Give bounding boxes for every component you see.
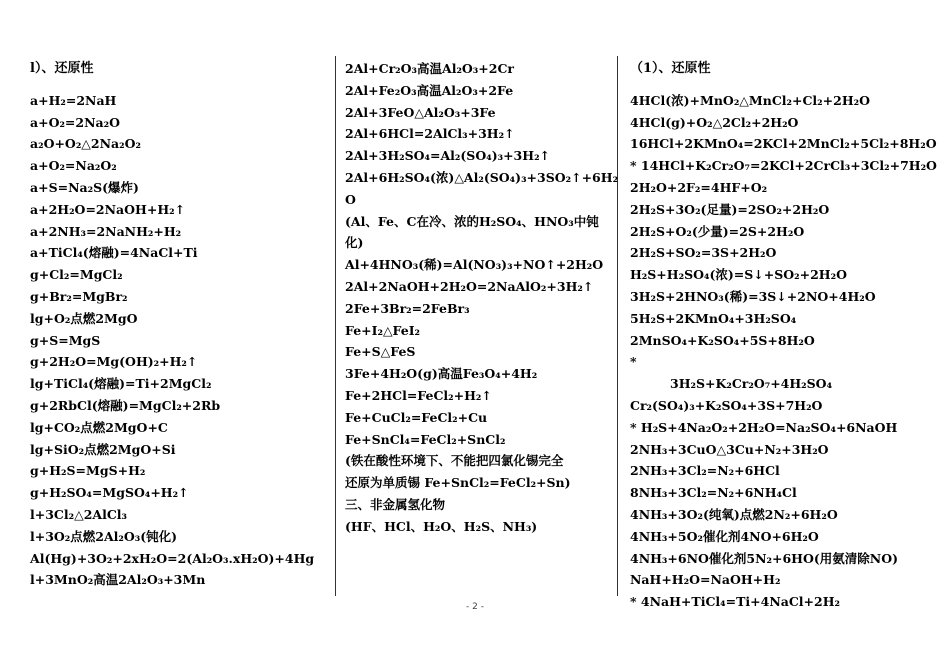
equation-line: 2NH₃+3Cl₂=N₂+6HCl bbox=[630, 463, 780, 479]
equation-line: a+H₂=2NaH bbox=[30, 92, 117, 108]
equation-line: H₂S+H₂SO₄(浓)=S↓+SO₂+2H₂O bbox=[630, 267, 847, 283]
equation-line: 2Al+6H₂SO₄(浓)△Al₂(SO₄)₃+3SO₂↑+6H₂ bbox=[345, 169, 619, 185]
column-divider bbox=[335, 56, 336, 596]
equation-line: 2H₂S+3O₂(足量)=2SO₂+2H₂O bbox=[630, 201, 830, 217]
equation-line: 4HCl(浓)+MnO₂△MnCl₂+Cl₂+2H₂O bbox=[630, 92, 870, 108]
equation-line: g+2H₂O=Mg(OH)₂+H₂↑ bbox=[30, 354, 198, 370]
equation-line: 2H₂S+O₂(少量)=2S+2H₂O bbox=[630, 223, 805, 239]
equation-line: g+Cl₂=MgCl₂ bbox=[30, 267, 123, 283]
section-heading: l）、还原性 bbox=[30, 61, 94, 76]
equation-line: a+S=Na₂S(爆炸) bbox=[30, 179, 139, 195]
page-number: - 2 - bbox=[466, 602, 484, 612]
equation-line: 2Al+3H₂SO₄=Al₂(SO₄)₃+3H₂↑ bbox=[345, 148, 551, 164]
section-heading: （1）、还原性 bbox=[630, 61, 711, 76]
equation-line: Fe+S△FeS bbox=[345, 344, 416, 360]
equation-line: 2Al+Cr₂O₃高温Al₂O₃+2Cr bbox=[345, 61, 514, 76]
equation-line: a+2NH₃=2NaNH₂+H₂ bbox=[30, 223, 182, 239]
equation-line: lg+TiCl₄(熔融)=Ti+2MgCl₂ bbox=[30, 376, 212, 392]
equation-line: 还原为单质锡 Fe+SnCl₂=FeCl₂+Sn) bbox=[345, 475, 571, 491]
equation-line: l+3MnO₂高温2Al₂O₃+3Mn bbox=[30, 572, 206, 588]
equation-line: 4NH₃+6NO催化剂5N₂+6HO(用氨清除NO) bbox=[630, 550, 899, 566]
equation-list bbox=[30, 90, 330, 591]
equation-line: a₂O+O₂△2Na₂O₂ bbox=[30, 136, 141, 152]
equation-line: Fe+2HCl=FeCl₂+H₂↑ bbox=[345, 387, 492, 403]
equation-line: g+2RbCl(熔融)=MgCl₂+2Rb bbox=[30, 397, 221, 413]
equation-line: 3H₂S+2HNO₃(稀)=3S↓+2NO+4H₂O bbox=[630, 288, 876, 304]
equation-line: 化) bbox=[345, 235, 364, 251]
right-column bbox=[630, 58, 940, 613]
equation-line: 16HCl+2KMnO₄=2KCl+2MnCl₂+5Cl₂+8H₂O bbox=[630, 136, 937, 152]
equation-line: Al+4HNO₃(稀)=Al(NO₃)₃+NO↑+2H₂O bbox=[345, 257, 604, 273]
equation-line: lg+O₂点燃2MgO bbox=[30, 310, 138, 326]
equation-line: 2H₂O+2F₂=4HF+O₂ bbox=[630, 179, 768, 195]
equation-line: 8NH₃+3Cl₂=N₂+6NH₄Cl bbox=[630, 485, 797, 501]
equation-line: * bbox=[630, 354, 637, 370]
equation-line: g+S=MgS bbox=[30, 332, 101, 348]
equation-line: 2Al+Fe₂O₃高温Al₂O₃+2Fe bbox=[345, 82, 514, 98]
equation-line: 2MnSO₄+K₂SO₄+5S+8H₂O bbox=[630, 332, 815, 348]
equation-line: 4HCl(g)+O₂△2Cl₂+2H₂O bbox=[630, 114, 799, 130]
equation-line: Cr₂(SO₄)₃+K₂SO₄+3S+7H₂O bbox=[630, 397, 823, 413]
equation-line: Al(Hg)+3O₂+2xH₂O=2(Al₂O₃.xH₂O)+4Hg bbox=[30, 550, 315, 566]
equation-line: (Al、Fe、C在冷、浓的H₂SO₄、HNO₃中钝 bbox=[345, 213, 599, 229]
column-divider bbox=[617, 56, 618, 596]
equation-line: Fe+SnCl₄=FeCl₂+SnCl₂ bbox=[345, 431, 506, 447]
equation-line: a+O₂=2Na₂O bbox=[30, 114, 120, 130]
equation-line: 2Al+6HCl=2AlCl₃+3H₂↑ bbox=[345, 126, 515, 142]
equation-line: g+H₂SO₄=MgSO₄+H₂↑ bbox=[30, 485, 189, 501]
equation-list bbox=[630, 90, 940, 613]
equation-line: O bbox=[345, 191, 356, 207]
equation-line: (HF、HCl、H₂O、H₂S、NH₃) bbox=[345, 518, 538, 534]
equation-line: 2Al+3FeO△Al₂O₃+3Fe bbox=[345, 104, 496, 120]
equation-line: 4NH₃+3O₂(纯氧)点燃2N₂+6H₂O bbox=[630, 506, 838, 522]
equation-list bbox=[345, 58, 619, 538]
equation-line: 2H₂S+SO₂=3S+2H₂O bbox=[630, 245, 777, 261]
equation-line: a+TiCl₄(熔融)=4NaCl+Ti bbox=[30, 245, 198, 261]
equation-line: Fe+CuCl₂=FeCl₂+Cu bbox=[345, 409, 488, 425]
equation-line: (铁在酸性环境下、不能把四氯化锡完全 bbox=[345, 453, 564, 469]
middle-column bbox=[345, 58, 619, 538]
equation-line: 2NH₃+3CuO△3Cu+N₂+3H₂O bbox=[630, 441, 829, 457]
equation-line: a+O₂=Na₂O₂ bbox=[30, 158, 117, 174]
equation-line: 5H₂S+2KMnO₄+3H₂SO₄ bbox=[630, 310, 797, 326]
equation-line: lg+SiO₂点燃2MgO+Si bbox=[30, 441, 176, 457]
equation-line: 3Fe+4H₂O(g)高温Fe₃O₄+4H₂ bbox=[345, 366, 538, 382]
equation-line: a+2H₂O=2NaOH+H₂↑ bbox=[30, 201, 186, 217]
equation-line: lg+CO₂点燃2MgO+C bbox=[30, 419, 168, 435]
equation-line: * H₂S+4Na₂O₂+2H₂O=Na₂SO₄+6NaOH bbox=[630, 419, 898, 435]
equation-line: Fe+I₂△FeI₂ bbox=[345, 322, 421, 338]
equation-line: g+Br₂=MgBr₂ bbox=[30, 288, 128, 304]
equation-line: NaH+H₂O=NaOH+H₂ bbox=[630, 572, 781, 588]
left-column bbox=[30, 58, 330, 591]
equation-line: 4NH₃+5O₂催化剂4NO+6H₂O bbox=[630, 528, 819, 544]
equation-line: 三、非金属氢化物 bbox=[345, 496, 446, 512]
equation-line: g+H₂S=MgS+H₂ bbox=[30, 463, 146, 479]
equation-line: l+3O₂点燃2Al₂O₃(钝化) bbox=[30, 528, 178, 544]
equation-line: l+3Cl₂△2AlCl₃ bbox=[30, 506, 128, 522]
equation-line: 2Fe+3Br₂=2FeBr₃ bbox=[345, 300, 470, 316]
equation-line: 3H₂S+K₂Cr₂O₇+4H₂SO₄ bbox=[670, 376, 833, 392]
equation-line: * 14HCl+K₂Cr₂O₇=2KCl+2CrCl₃+3Cl₂+7H₂O bbox=[630, 158, 937, 174]
equation-line: * 4NaH+TiCl₄=Ti+4NaCl+2H₂ bbox=[630, 594, 840, 610]
equation-line: 2Al+2NaOH+2H₂O=2NaAlO₂+3H₂↑ bbox=[345, 278, 594, 294]
